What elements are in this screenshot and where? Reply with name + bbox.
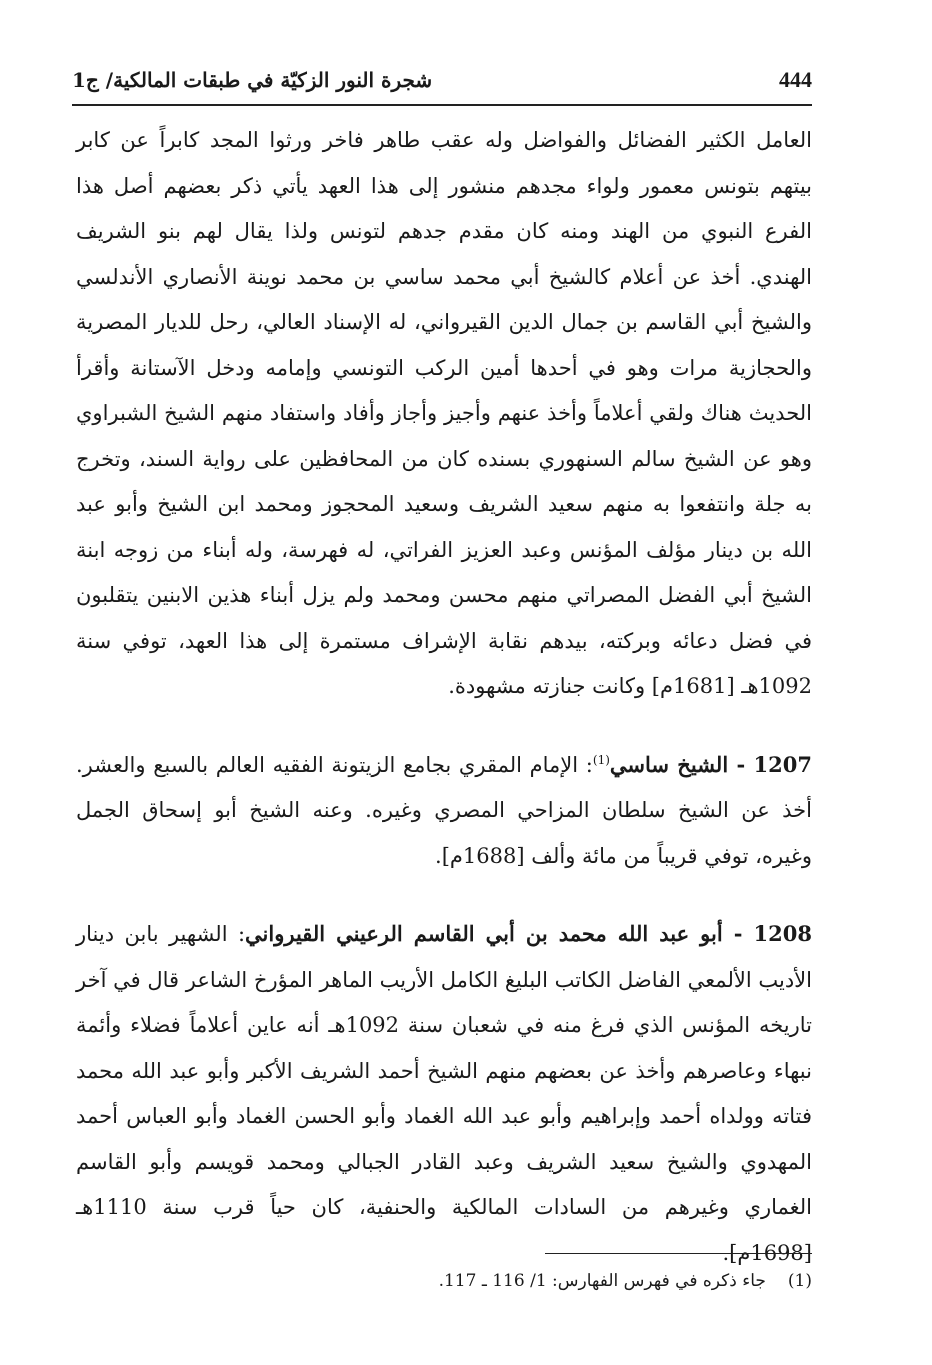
entry-1208-text: : الشهير بابن دينار الأديب الألمعي الفاضل الكاتب البليغ الكامل الأريب الماهر المؤرخ الشاعر قال في آخر تاريخه المؤنس الذي فرغ منه في شعبان سنة 1092هـ أنه عاين أعلاماً فضلاء وأئمة نبهاء وعاصرهم وأخذ عن بعضهم منهم الشيخ أحمد الشريف الأكبر وأبو عبد الله محمد فتاته وولداه أحمد وإبراهيم وأبو عبد الله الغماد وأبو الحسن الغماد وأبو العباس أحمد المهدوي والشيخ سعيد الشريف وعبد القادر الجبالي ومحمد قويسم وأبو القاسم الغماري وغيرهم من السادات المالكية والحنفية، كان حياً قرب سنة 1110هـ [1698م].	[76, 922, 812, 1265]
page-number: 444	[779, 67, 812, 92]
page-header	[72, 58, 812, 102]
entry-1208	[76, 911, 812, 1276]
entry-1208-title: 1208 - أبو عبد الله محمد بن أبي القاسم الرعيني القيرواني	[245, 921, 812, 946]
footnote	[76, 1268, 812, 1294]
main-text	[76, 118, 812, 1276]
running-title: شجرة النور الزكيّة في طبقات المالكية/ ج1	[72, 68, 433, 92]
entry-1207-title: 1207 - الشيخ ساسي	[609, 751, 812, 777]
entry-1207	[76, 742, 812, 880]
paragraph-continuation: العامل الكثير الفضائل والفواضل وله عقب طاهر فاخر ورثوا المجد كابراً عن كابر بيتهم بتونس معمور ولواء مجدهم منشور إلى هذا العهد يأتي ذكر بعضهم أصل هذا الفرع النبوي من الهند ومنه كان مقدم جدهم لتونس ولذا يقال لهم بنو الشريف الهندي. أخذ عن أعلام كالشيخ أبي محمد ساسي بن محمد نوينة الأنصاري الأندلسي والشيخ أبي القاسم بن جمال الدين القيرواني، له الإسناد العالي، رحل للديار المصرية والحجازية مرات وهو في أحدها أمين الركب التونسي وإمامه ودخل الآستانة وأقرأ الحديث هناك ولقي أعلاماً وأخذ عنهم وأجيز وأجاز وأفاد واستفاد منهم الشيخ الشبراوي وهو عن الشيخ سالم السنهوري بسنده كان من المحافظين على رواية السند، وتخرج به جلة وانتفعوا به منهم سعيد الشريف وسعيد المحجوز ومحمد ابن الشيخ وأبو عبد الله بن دينار مؤلف المؤنس وعبد العزيز الفراتي، له فهرسة، وله أبناء من زوجه ابنة الشيخ أبي الفضل المصراتي منهم محسن ومحمد ولم يزل أبناء هذين الابنين يتقلبون في فضل دعائه وبركته، بيدهم نقابة الإشراف مستمرة إلى هذا العهد، توفي سنة 1092هـ [1681م] وكانت جنازته مشهودة.	[76, 128, 812, 698]
entry-1207-text: : الإمام المقري بجامع الزيتونة الفقيه العالم بالسبع والعشر. أخذ عن الشيخ سلطان المزاحي المصري وغيره. وعنه الشيخ أبو إسحاق الجمل وغيره، توفي قريباً من مائة وألف [1688م].	[76, 752, 812, 868]
footnote-reference[interactable]: (1)	[592, 752, 610, 767]
footnote-marker: (1)	[787, 1271, 812, 1291]
footnote-text: جاء ذكره في فهرس الفهارس: 1/ 116 ـ 117.	[438, 1271, 766, 1291]
header-rule	[72, 104, 812, 106]
footnote-rule	[545, 1253, 812, 1254]
